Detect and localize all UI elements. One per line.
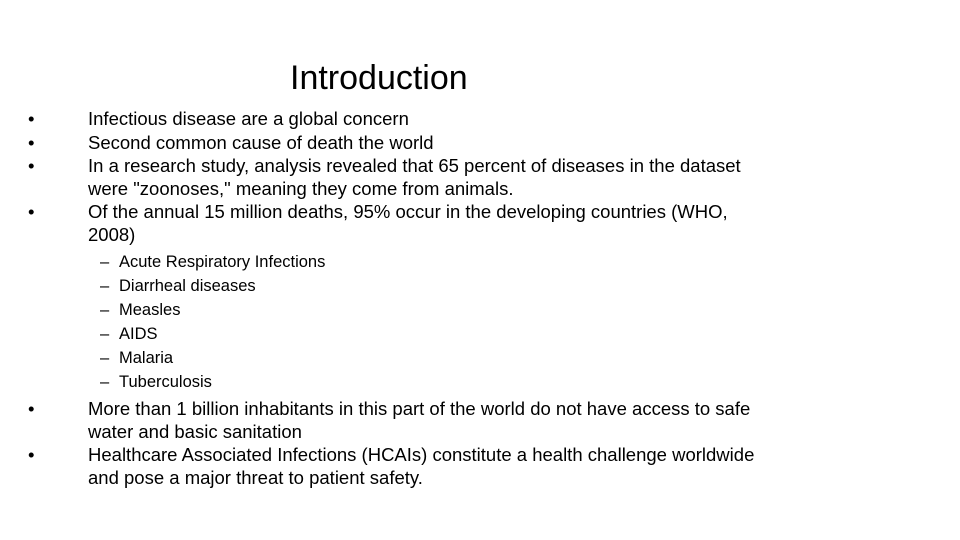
bullet-text: More than 1 billion inhabitants in this part of the world do not have access to safe water and basic sanitation [88,398,751,442]
sub-bullet-text: AIDS [119,325,158,343]
sub-bullet-item [28,346,788,370]
sub-bullet-item [28,250,788,274]
sub-bullet-text: Measles [119,301,181,319]
sub-bullet-mark: – [100,325,110,343]
sub-bullet-text: Diarrheal diseases [119,277,256,295]
bullet-mark: • [28,108,35,129]
sub-bullet-item [28,298,788,322]
bullet-text: Of the annual 15 million deaths, 95% occur in the developing countries (WHO, 2008) [88,201,728,245]
bullet-item [28,201,768,246]
bullet-item [28,155,768,200]
sub-bullet-mark: – [100,277,110,295]
sub-bullet-item [28,274,788,298]
sub-bullet-mark: – [100,253,110,271]
sub-bullet-text: Acute Respiratory Infections [119,253,326,271]
bullet-item [28,108,768,131]
sub-bullet-item [28,370,788,394]
sub-bullet-mark: – [100,349,110,367]
slide-body [28,108,788,490]
bullet-mark: • [28,201,35,222]
bullet-mark: • [28,398,35,419]
sub-bullet-text: Tuberculosis [119,373,212,391]
sub-bullet-mark: – [100,373,110,391]
bullet-mark: • [28,131,35,153]
bullet-text: Second common cause of death the world [88,131,434,153]
bullet-text: Healthcare Associated Infections (HCAIs) constitute a health challenge worldwide and pose a major threat to patient safety. [88,444,755,488]
bullet-mark: • [28,155,35,176]
bullet-item [28,398,798,443]
bullet-item [28,444,768,489]
bullet-mark: • [28,444,35,465]
sub-bullet-mark: – [100,301,110,319]
slide-title: Introduction [290,59,468,97]
sub-bullet-item [28,322,788,346]
bullet-text: Infectious disease are a global concern [88,108,409,129]
bullet-text: In a research study, analysis revealed that 65 percent of diseases in the dataset were "zoonoses," meaning they come from animals. [88,155,741,199]
sub-bullet-list [28,250,788,394]
sub-bullet-text: Malaria [119,349,174,367]
bullet-item [28,132,768,155]
